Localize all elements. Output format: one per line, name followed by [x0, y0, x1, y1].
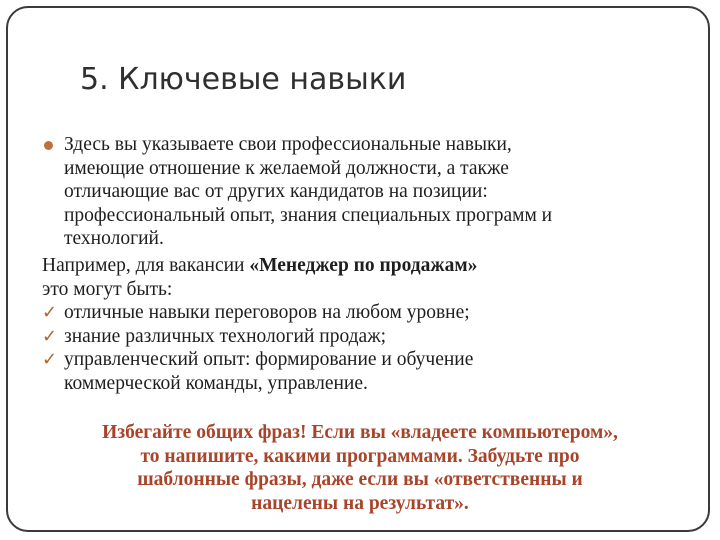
- slide-title: 5. Ключевые навыки: [80, 62, 407, 97]
- checkmark-icon: ✓: [42, 349, 58, 370]
- warning-note: [30, 421, 690, 515]
- skill-line: коммерческой команды, управление.: [64, 372, 368, 394]
- example-intro: [42, 254, 692, 278]
- skill-item: [42, 348, 692, 395]
- example-section: [42, 254, 692, 395]
- example-position: «Менеджер по продажам»: [249, 255, 478, 276]
- key-skills-bullet: [42, 133, 682, 251]
- checkmark-icon: ✓: [42, 302, 58, 323]
- bullet-line: отличающие вас от других кандидатов на позиции:: [64, 181, 488, 202]
- skill-line: знание различных технологий продаж;: [64, 325, 387, 347]
- warning-line: шаблонные фразы, даже если вы «ответственны и: [137, 469, 583, 490]
- skill-line: отличные навыки переговоров на любом уровне;: [64, 302, 470, 323]
- skill-item: [42, 325, 692, 349]
- skill-item: [42, 301, 692, 325]
- bullet-text: [64, 133, 682, 251]
- bullet-line: имеющие отношение к желаемой должности, а также: [64, 157, 509, 179]
- bullet-line: Здесь вы указываете свои профессиональные навыки,: [64, 134, 512, 155]
- example-intro-prefix: Например, для вакансии: [42, 255, 250, 276]
- warning-line: нацелены на результат».: [251, 492, 469, 514]
- example-intro-suffix: это могут быть:: [42, 278, 173, 300]
- warning-line: Избегайте общих фраз! Если вы «владеете компьютером»,: [102, 422, 618, 443]
- bullet-line: технологий.: [64, 228, 164, 249]
- bullet-line: профессиональный опыт, знания специальных программ и: [64, 204, 553, 226]
- round-bullet-icon: [44, 141, 53, 150]
- checkmark-icon: ✓: [42, 325, 58, 347]
- skill-line: управленческий опыт: формирование и обучение: [64, 349, 474, 370]
- warning-line: то напишите, какими программами. Забудьте про: [140, 445, 580, 467]
